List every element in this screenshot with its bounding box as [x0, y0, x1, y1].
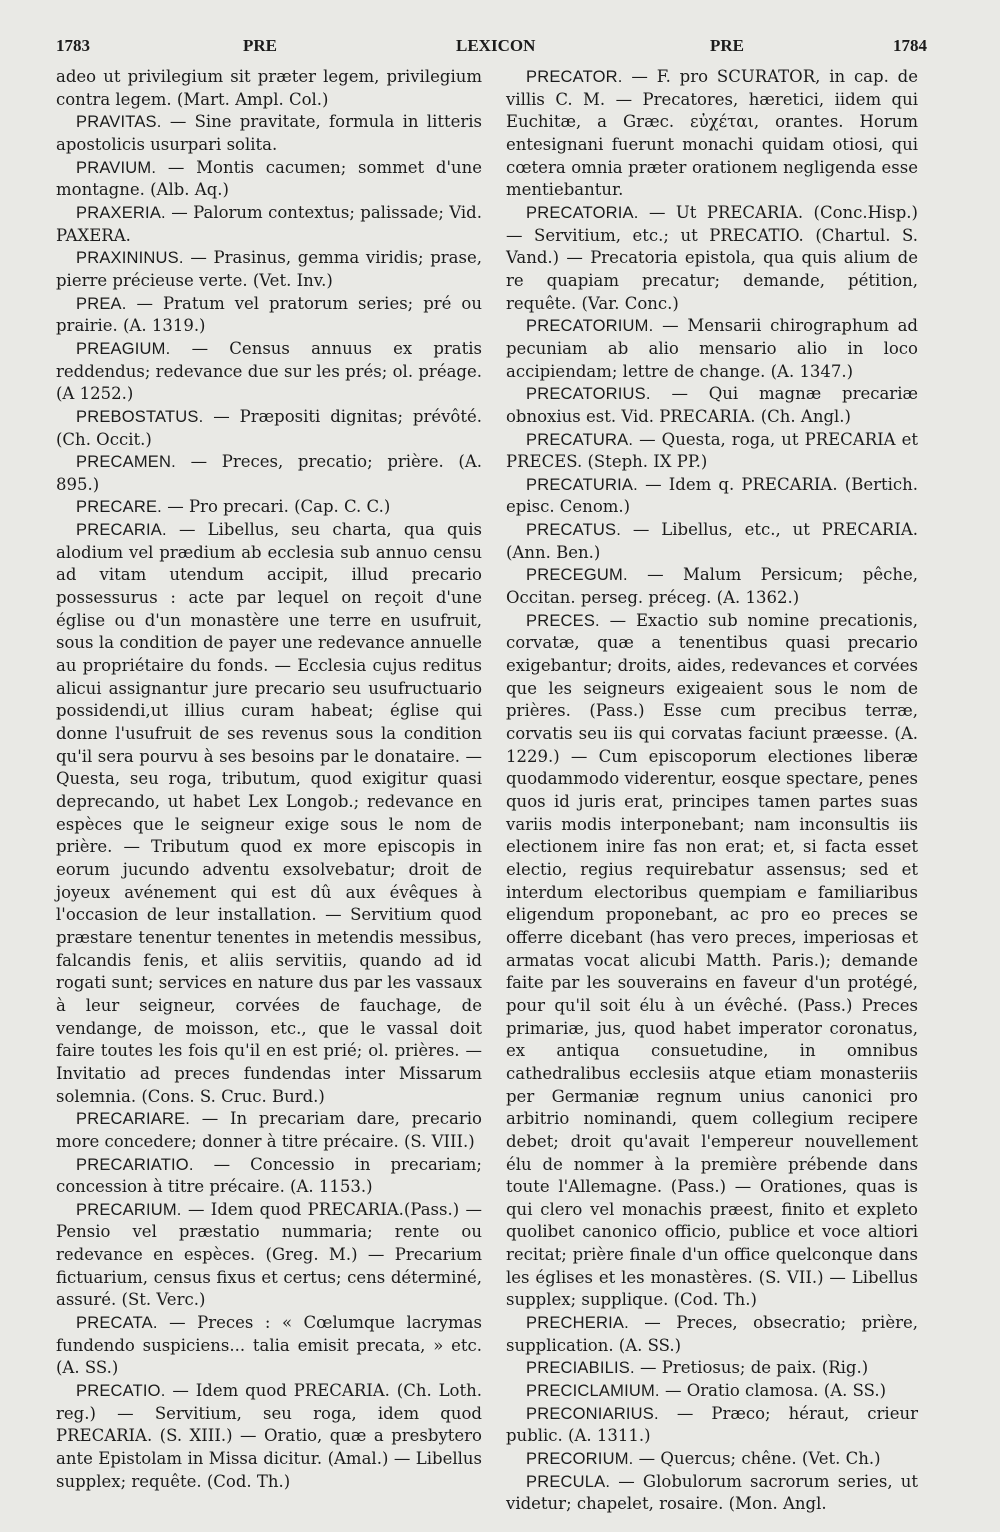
- entry-definition: — Oratio clamosa. (A. SS.): [664, 1381, 887, 1401]
- dictionary-entry: [506, 519, 918, 564]
- dictionary-entry: [506, 1312, 918, 1357]
- entry-definition: — Pretiosus; de paix. (Rig.): [640, 1358, 869, 1378]
- dictionary-entry: [506, 429, 918, 474]
- entry-headword: PRECATORIUS.: [526, 385, 651, 404]
- entry-definition: — Libellus, seu charta, qua quis alodium vel prædium ab ecclesia sub annuo censu ad vitam utendum accipit, illud precario possessurus : acte par lequel on reçoit d'une église ou d'un monastère une terre en usufruit, sous la condition de payer une redevance annuelle au propriétaire du fonds. — Ecclesia cujus reditus alicui assignantur jure precario seu usufructuario possidendi,ut illius curam habeat; église qui donne l'usufruit de ses revenus sous la condition qu'il sera pourvu à ses besoins par le donataire. — Questa, seu roga, tributum, quod exigitur quasi deprecando, ut habet Lex Longob.; redevance en espèces que le seigneur exige sous le nom de prière. — Tributum quod ex more episcopis in eorum jucundo adventu exsolvebatur; droit de joyeux avénement qui est dû aux évêques à l'occasion de leur installation. — Servitium quod præstare tenentur tenentes in metendis messibus, falcandis fenis, et aliis servitiis, quando ad id rogati sunt; services en nature dus par les vassaux à leur seigneur, corvées de fauchage, de vendange, de moisson, etc., que le vassal doit faire toutes les fois qu'il en est prié; ol. prières. — Invitatio ad preces fundendas inter Missarum solemnia. (Cons. S. Cruc. Burd.): [56, 520, 482, 1106]
- entry-definition: — Idem quod PRECARIA. (Ch. Loth. reg.) — Servitium, seu roga, idem quod PRECARIA. (S. XIII.) — Oratio, quæ a presbytero ante Epistolam in Missa dicitur. (Amal.) — Libellus supplex; requête. (Cod. Th.): [56, 1381, 482, 1491]
- entry-definition: — Preces, precatio; prière. (A. 895.): [56, 452, 482, 494]
- dictionary-entry: [506, 1471, 918, 1516]
- entry-headword: PRECATORIA.: [526, 203, 639, 222]
- entry-headword: PRECATURA.: [526, 430, 634, 449]
- entry-headword: PRECHERIA.: [526, 1314, 629, 1333]
- entry-definition: — Sine pravitate, formula in litteris apostolicis usurpari solita.: [56, 112, 482, 154]
- dictionary-entry: [506, 1357, 918, 1380]
- entry-headword: PRAXERIA.: [76, 203, 166, 222]
- entry-headword: PRECATURIA.: [526, 475, 638, 494]
- dictionary-entry: [506, 1380, 918, 1403]
- entry-definition: — F. pro SCURATOR, in cap. de villis C. M. — Precatores, hæretici, iidem qui Euchitæ, a Græc. εὐχέται, orantes. Horum entesignani fuerunt monachi quidam otiosi, qui cœtera omnia præter orationem negligenda esse mentiebantur.: [506, 67, 918, 200]
- entry-definition: — Idem quod PRECARIA.(Pass.) — Pensio vel præstatio nummaria; rente ou redevance en espèces. (Greg. M.) — Precarium fictuarium, census fixus et certus; cens déterminé, assuré. (St. Verc.): [56, 1199, 482, 1310]
- entry-definition: — Idem q. PRECARIA. (Bertich. episc. Cenom.): [506, 474, 918, 517]
- dictionary-entry: [56, 451, 482, 496]
- dictionary-entry: [506, 1448, 918, 1471]
- dictionary-entry: [56, 111, 482, 156]
- entry-headword: PRECARIA.: [76, 521, 167, 540]
- dictionary-entry: [506, 474, 918, 519]
- entry-definition: — Concessio in precariam; concession à titre précaire. (A. 1153.): [56, 1154, 482, 1197]
- entry-definition: — Preces, obsecratio; prière, supplication. (A. SS.): [506, 1313, 918, 1355]
- dictionary-entry: [506, 1403, 918, 1448]
- dictionary-entry: [56, 1108, 482, 1153]
- entry-headword: PRECAMEN.: [76, 453, 176, 472]
- entry-headword: PRECATIO.: [76, 1382, 166, 1401]
- dictionary-entry: [506, 564, 918, 609]
- entry-headword: PREA.: [76, 294, 127, 313]
- entry-definition: — Preces : « Cœlumque lacrymas fundendo suspiciens... talia emisit precata, » etc. (A. SS.): [56, 1313, 482, 1378]
- entry-definition: adeo ut privilegium sit præter legem, privilegium contra legem. (Mart. Ampl. Col.): [56, 67, 482, 109]
- entry-headword: PRECIABILIS.: [526, 1359, 635, 1378]
- running-head-right: PRE: [710, 36, 744, 55]
- dictionary-entry: [56, 519, 482, 1108]
- page-header: [0, 30, 1000, 60]
- entry-headword: PRAVITAS.: [76, 113, 162, 132]
- entry-definition: — Ut PRECARIA. (Conc.Hisp.) — Servitium, etc.; ut PRECATIO. (Chartul. S. Vand.) — Precatoria epistola, qua quis alium de re quapiam precatur; demande, pétition, requête. (Var. Conc.): [506, 202, 918, 313]
- entry-definition: — Qui magnæ precariæ obnoxius est. Vid. PRECARIA. (Ch. Angl.): [506, 384, 918, 426]
- entry-headword: PRECES.: [526, 611, 600, 630]
- dictionary-entry: [56, 1312, 482, 1380]
- dictionary-entry: [56, 496, 482, 519]
- dictionary-entry: [56, 1154, 482, 1199]
- entry-definition: — Pratum vel pratorum series; pré ou prairie. (A. 1319.): [56, 293, 482, 336]
- entry-definition: — Census annuus ex pratis reddendus; redevance due sur les prés; ol. préage. (A 1252.): [56, 338, 482, 404]
- dictionary-entry: [56, 293, 482, 338]
- entry-definition: — Præpositi dignitas; prévôté. (Ch. Occit.): [56, 406, 482, 449]
- entry-definition: — Mensarii chirographum ad pecuniam ab alio mensario alio in loco accipiendam; lettre de change. (A. 1347.): [506, 316, 918, 381]
- entry-headword: PRECATUS.: [526, 521, 622, 540]
- entry-definition: — Globulorum sacrorum series, ut videtur; chapelet, rosaire. (Mon. Angl.: [506, 1471, 918, 1514]
- dictionary-entry: [506, 610, 918, 1312]
- entry-headword: PRECULA.: [526, 1472, 611, 1491]
- dictionary-entry: [506, 315, 918, 383]
- entry-headword: PRECARE.: [76, 498, 162, 517]
- page-number-left: 1783: [56, 36, 90, 55]
- dictionary-entry: [56, 1199, 482, 1312]
- entry-headword: PRECORIUM.: [526, 1450, 634, 1469]
- dictionary-entry: [506, 383, 918, 428]
- right-column: [506, 66, 918, 1516]
- entry-headword: PRECATA.: [76, 1314, 158, 1333]
- entry-headword: PRECARIATIO.: [76, 1155, 194, 1174]
- page-number-right: 1784: [893, 36, 927, 55]
- entry-definition: — Montis cacumen; sommet d'une montagne. (Alb. Aq.): [56, 157, 483, 200]
- dictionary-entry: [56, 338, 482, 406]
- dictionary-entry: [56, 202, 482, 247]
- dictionary-entry: [56, 406, 482, 451]
- dictionary-entry: [506, 66, 918, 202]
- entry-headword: PRECEGUM.: [526, 566, 628, 585]
- entry-headword: PRAVIUM.: [76, 158, 157, 177]
- dictionary-entry: [56, 157, 482, 202]
- entry-definition: — Prasinus, gemma viridis; prase, pierre précieuse verte. (Vet. Inv.): [56, 248, 482, 290]
- running-head-center: LEXICON: [456, 36, 536, 55]
- entry-headword: PRECATORIUM.: [526, 317, 654, 336]
- entry-headword: PREAGIUM.: [76, 339, 171, 358]
- entry-definition: — Exactio sub nomine precationis, corvatæ, quæ a tenentibus quasi precario exigebantur; droits, aides, redevances et corvées que les seigneurs exigeaient sous le nom de prières. (Pass.) Esse cum precibus terræ, corvatis seu iis qui corvatas faciunt præesse. (A. 1229.) — Cum episcoporum electiones liberæ quodammodo viderentur, eosque spectare, penes quos id juris erat, principes tamen partes suas variis modis interponebant; nam inconsultis iis electionem inire fas non erat; et, si facta esset electio, regius requirebatur assensus; sed et interdum electoribus quempiam e familiaribus eligendum proponebant, ac pro eo preces se offerre dicebant (has vero preces, imperiosas et armatas vocat alicubi Matth. Paris.); demande faite par les souverains en faveur d'un protégé, pour qu'il soit élu à un évêché. (Pass.) Preces primariæ, jus, quod habet imperator coronatus, ex antiqua consuetudine, in omnibus cathedralibus ecclesiis atque etiam monasteriis per Germaniæ regnum unius canonici pro arbitrio nominandi, quem collegium recipere debet; droit qu'avait l'empereur nouvellement élu de nommer à la première prébende dans toute l'Allemagne. (Pass.) — Orationes, quas is qui clero vel monachis præest, finito et expleto quolibet canonico officio, publice et voce altiori recitat; prière finale d'un office quelconque dans les églises et les monastères. (S. VII.) — Libellus supplex; supplique. (Cod. Th.): [506, 610, 919, 1310]
- entry-definition: — In precariam dare, precario more concedere; donner à titre précaire. (S. VIII.): [56, 1109, 482, 1151]
- entry-headword: PRECARIARE.: [76, 1110, 191, 1129]
- entry-headword: PREBOSTATUS.: [76, 407, 204, 426]
- entry-definition: — Libellus, etc., ut PRECARIA. (Ann. Ben.): [506, 520, 918, 562]
- dictionary-entry: [56, 1380, 482, 1493]
- entry-definition: — Præco; héraut, crieur public. (A. 1311.): [506, 1403, 918, 1446]
- entry-definition: — Malum Persicum; pêche, Occitan. perseg. préceg. (A. 1362.): [506, 565, 918, 608]
- left-column: [56, 66, 482, 1493]
- entry-definition: — Quercus; chêne. (Vet. Ch.): [638, 1449, 881, 1469]
- entry-headword: PRECICLAMIUM.: [526, 1382, 660, 1401]
- entry-headword: PRECONIARIUS.: [526, 1404, 659, 1423]
- entry-definition: — Questa, roga, ut PRECARIA et PRECES. (Steph. IX PP.): [506, 429, 918, 472]
- running-head-left: PRE: [243, 36, 277, 55]
- entry-headword: PRAXININUS.: [76, 249, 184, 268]
- entry-definition: — Pro precari. (Cap. C. C.): [167, 497, 391, 517]
- entry-headword: PRECARIUM.: [76, 1200, 182, 1219]
- dictionary-entry: [56, 247, 482, 292]
- dictionary-entry: [56, 66, 482, 111]
- entry-definition: — Palorum contextus; palissade; Vid. PAXERA.: [56, 202, 482, 245]
- dictionary-entry: [506, 202, 918, 315]
- entry-headword: PRECATOR.: [526, 68, 623, 86]
